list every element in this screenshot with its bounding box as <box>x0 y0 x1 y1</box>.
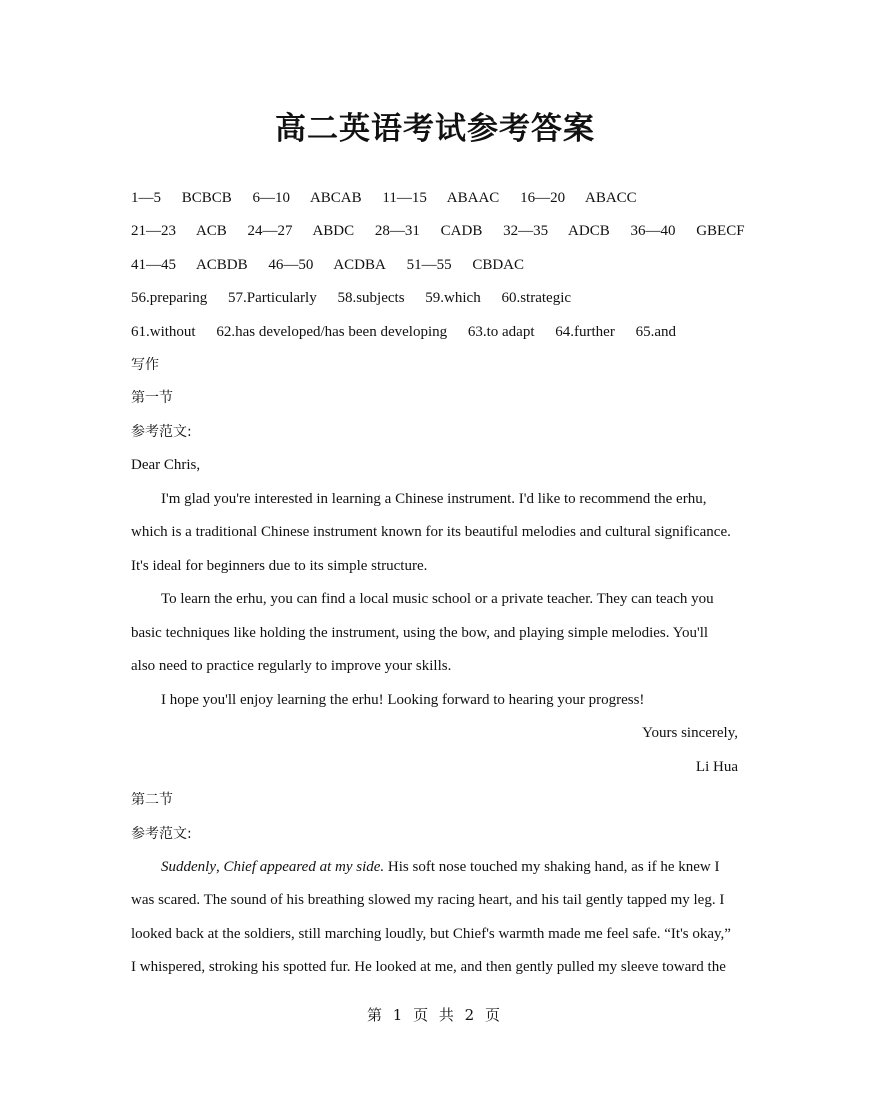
letter-line: I'm glad you're interested in learning a Chinese instrument. I'd like to recommend the erhu, <box>161 491 707 507</box>
answer-value: ABDC <box>312 223 355 239</box>
answer-value: BCBCB <box>181 190 232 206</box>
answer-range: 1—5 <box>131 190 161 206</box>
answer-value: ACB <box>195 223 227 239</box>
story-line: I whispered, stroking his spotted fur. He looked at me, and then gently pulled my sleeve toward the <box>131 959 726 975</box>
story-opening-italic: Chief appeared at my side. <box>223 859 385 875</box>
letter-closing: Yours sincerely, <box>642 725 738 741</box>
answer-value: ACBDB <box>195 257 248 273</box>
section1-heading: 第一节 <box>131 390 173 406</box>
story-line: looked back at the soldiers, still marching loudly, but Chief's warmth made me feel safe. “It's okay,” <box>131 926 731 942</box>
letter-line: also need to practice regularly to improve your skills. <box>131 658 452 674</box>
section1-sample-label: 参考范文: <box>131 424 192 440</box>
answer-value: ACDBA <box>333 257 386 273</box>
answer-word: 65.and <box>635 324 676 340</box>
answer-range: 41—45 <box>131 257 176 273</box>
answer-range: 51—55 <box>406 257 452 273</box>
answer-range: 36—40 <box>630 223 676 239</box>
answer-value: CBDAC <box>472 257 525 273</box>
answer-row-3 <box>131 255 541 275</box>
letter-line: which is a traditional Chinese instrument known for its beautiful melodies and cultural significance. <box>131 524 731 540</box>
answer-word: 63.to adapt <box>467 324 535 340</box>
letter-greeting: Dear Chris, <box>131 457 201 473</box>
answer-value: ADCB <box>568 223 610 239</box>
answer-value: ABAAC <box>446 190 500 206</box>
story-opening-italic: Suddenly <box>161 859 216 875</box>
answer-range: 6—10 <box>252 190 291 206</box>
section2-sample-label: 参考范文: <box>131 826 192 842</box>
answer-word: 56.preparing <box>131 290 208 306</box>
answer-range: 21—23 <box>131 223 176 239</box>
answer-word: 57.Particularly <box>227 290 317 306</box>
answer-range: 32—35 <box>503 223 549 239</box>
answer-value: ABACC <box>585 190 637 206</box>
letter-line: To learn the erhu, you can find a local music school or a private teacher. They can teach you <box>161 591 714 607</box>
answer-word: 58.subjects <box>337 290 405 306</box>
story-line <box>131 857 771 877</box>
answer-word: 62.has developed/has been developing <box>216 324 448 340</box>
writing-heading: 写作 <box>131 357 159 373</box>
section2-heading: 第二节 <box>131 792 173 808</box>
answer-value: GBECF <box>696 223 745 239</box>
story-line: was scared. The sound of his breathing slowed my racing heart, and his tail gently tapped my leg. I <box>131 892 725 908</box>
answer-word: 59.which <box>425 290 481 306</box>
answer-range: 28—31 <box>374 223 420 239</box>
answer-word: 61.without <box>131 324 196 340</box>
answer-value: ABCAB <box>309 190 362 206</box>
page-footer: 第 1 页 共 2 页 <box>367 1006 503 1024</box>
story-opening-comma: , <box>215 859 224 875</box>
page-title: 高二英语考试参考答案 <box>275 111 595 147</box>
letter-line: I hope you'll enjoy learning the erhu! Looking forward to hearing your progress! <box>161 692 645 708</box>
answer-word: 64.further <box>555 324 615 340</box>
answer-range: 24—27 <box>247 223 293 239</box>
answer-row-1 <box>131 188 654 208</box>
answer-range: 11—15 <box>382 190 427 206</box>
answer-word: 60.strategic <box>501 290 572 306</box>
answer-range: 16—20 <box>520 190 566 206</box>
answer-row-2 <box>131 221 762 241</box>
answer-row-5 <box>131 322 693 342</box>
letter-signature: Li Hua <box>695 759 738 775</box>
letter-line: It's ideal for beginners due to its simple structure. <box>131 558 428 574</box>
answer-row-4 <box>131 288 588 308</box>
letter-line: basic techniques like holding the instrument, using the bow, and playing simple melodies. You'll <box>131 625 709 641</box>
answer-range: 46—50 <box>268 257 314 273</box>
answer-value: CADB <box>440 223 483 239</box>
story-line-text: His soft nose touched my shaking hand, as if he knew I <box>384 859 720 875</box>
